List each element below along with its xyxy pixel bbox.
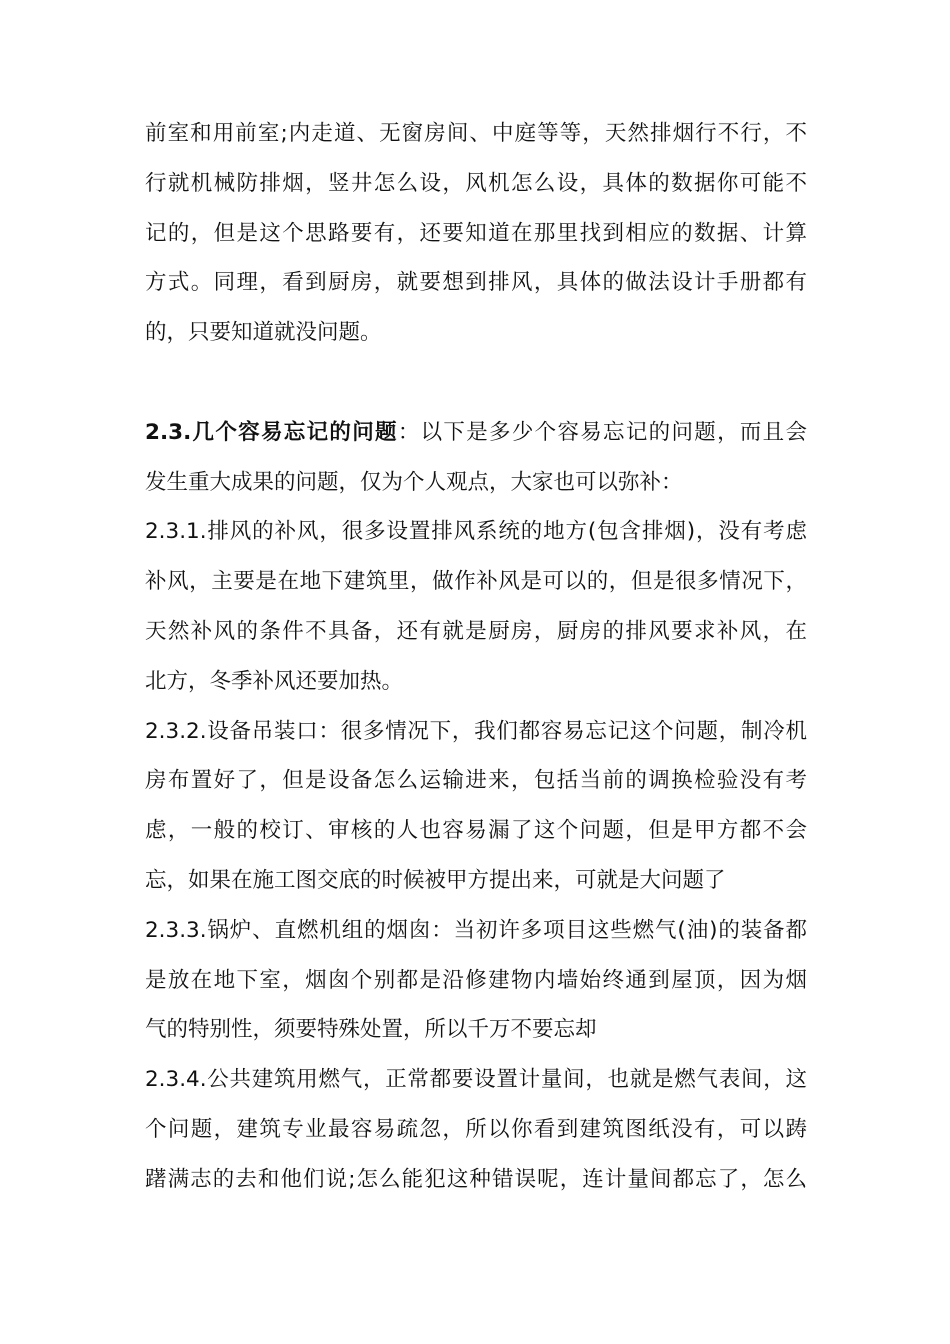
list-item-2-3-1: [145, 507, 807, 706]
text-line: 气的特别性，须要特殊处置，所以千万不要忘却: [145, 1017, 597, 1043]
text-line: 虑，一般的校订、审核的人也容易漏了这个问题，但是甲方都不会: [145, 818, 807, 844]
document-page: [145, 109, 807, 1205]
text-line: 发生重大成果的问题，仅为个人观点，大家也可以弥补：: [145, 469, 683, 495]
text-line: 方式。同理，看到厨房，就要想到排风，具体的做法设计手册都有: [145, 270, 807, 296]
section-intro-text: ：以下是多少个容易忘记的问题，而且会: [397, 419, 807, 445]
text-line: 北方，冬季补风还要加热。: [145, 668, 404, 694]
text-line: 2.3.1.排风的补风，很多设置排风系统的地方(包含排烟)，没有考虑: [145, 519, 807, 545]
text-line: 个问题，建筑专业最容易疏忽，所以你看到建筑图纸没有，可以踌: [145, 1116, 807, 1142]
section-intro-line: [145, 408, 807, 458]
text-line: 行就机械防排烟，竖井怎么设，风机怎么设，具体的数据你可能不: [145, 170, 807, 196]
text-line: 忘，如果在施工图交底的时候被甲方提出来，可就是大问题了: [145, 867, 726, 893]
list-item-2-3-2: [145, 707, 807, 906]
text-line: 是放在地下室，烟囱个别都是沿修建物内墙始终通到屋顶，因为烟: [145, 967, 807, 993]
list-item-2-3-3: [145, 906, 807, 1055]
paragraph-smoke-control: [145, 109, 807, 358]
text-line: 补风，主要是在地下建筑里，做作补风是可以的，但是很多情况下，: [145, 569, 807, 595]
text-line: 2.3.4.公共建筑用燃气，正常都要设置计量间，也就是燃气表间，这: [145, 1067, 807, 1093]
list-item-2-3-4: [145, 1055, 807, 1204]
text-line: 躇满志的去和他们说;怎么能犯这种错误呢，连计量间都忘了，怎么: [145, 1166, 807, 1192]
section-easily-forgotten-issues: [145, 408, 807, 1205]
text-line: 天然补风的条件不具备，还有就是厨房，厨房的排风要求补风，在: [145, 618, 807, 644]
text-line: 记的，但是这个思路要有，还要知道在那里找到相应的数据、计算: [145, 220, 807, 246]
text-line: 的，只要知道就没问题。: [145, 320, 382, 346]
text-line: 房布置好了，但是设备怎么运输进来，包括当前的调换检验没有考: [145, 768, 807, 794]
text-line: 2.3.3.锅炉、直燃机组的烟囱：当初许多项目这些燃气(油)的装备都: [145, 917, 807, 943]
section-heading: 2.3.几个容易忘记的问题: [145, 419, 398, 445]
paragraph-gap: [145, 358, 807, 408]
text-line: 前室和用前室;内走道、无窗房间、中庭等等，天然排烟行不行，不: [145, 121, 807, 146]
text-line: 2.3.2.设备吊装口：很多情况下，我们都容易忘记这个问题，制冷机: [145, 718, 807, 744]
